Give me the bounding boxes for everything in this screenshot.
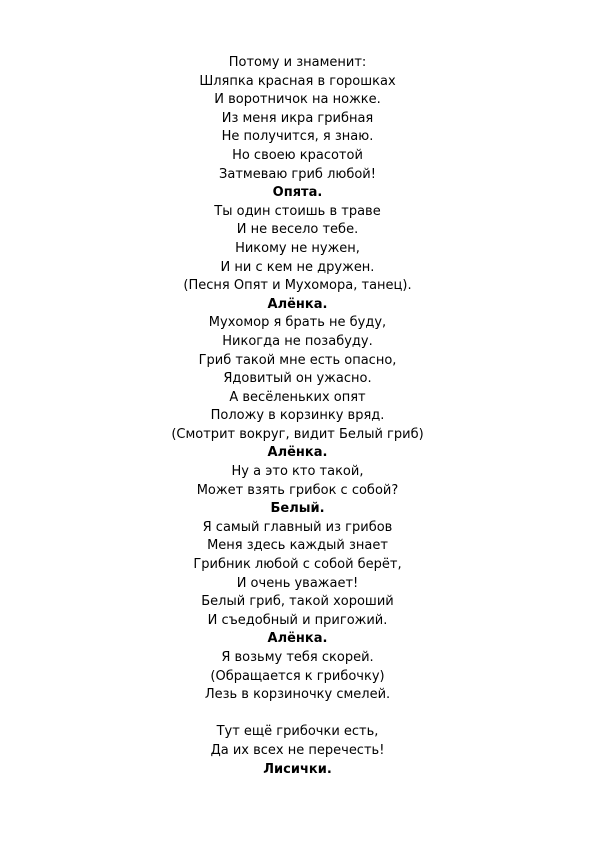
verse-line: Затмеваю гриб любой! [219,166,376,182]
verse-line: Я возьму тебя скорей. [221,650,374,665]
verse-line: И воротничок на ножке. [214,92,381,108]
verse-line: И ни с кем не дружен. [220,259,375,275]
verse-line: Не получится, я знаю. [221,129,374,145]
verse-line: И не весело тебе. [236,222,359,238]
verse-line: (Смотрит вокруг, видит Белый гриб) [171,426,424,442]
verse-line: (Обращается к грибочку) [210,668,385,684]
verse-line: И очень уважает! [236,575,359,591]
verse-line: Грибник любой с собой берёт, [193,557,402,573]
blank-line [0,705,595,724]
verse-line: Из меня икра грибная [221,110,374,126]
verse-line: Я самый главный из грибов [202,519,393,535]
verse-line: Потому и знаменит: [228,55,367,70]
verse-line: Но своею красотой [232,147,363,163]
verse-line: Никому не нужен, [235,240,360,256]
speaker-name: Алёнка. [267,296,328,312]
speaker-name: Алёнка. [267,631,328,647]
verse-line: И съедобный и пригожий. [207,612,388,628]
verse-line: А весёленьких опят [229,389,366,405]
verse-line: Ядовитый он ужасно. [223,371,372,387]
speaker-name: Алёнка. [267,445,328,461]
verse-line: Белый гриб, такой хороший [201,594,394,610]
speaker-name: Белый. [270,501,325,517]
verse-line: Никогда не позабуду. [222,333,373,349]
verse-line: Может взять грибок с собой? [196,482,399,498]
verse-line: Положу в корзинку вряд. [210,408,385,424]
verse-line: Да их всех не перечесть! [210,742,385,758]
verse-line: Тут ещё грибочки есть, [216,724,379,740]
verse-line: Меня здесь каждый знает [207,538,388,554]
speaker-name: Лисички. [263,761,332,777]
verse-line: Ну а это кто такой, [231,464,364,480]
verse-line: Гриб такой мне есть опасно, [198,352,397,368]
play-script-text [0,54,595,779]
verse-line: Шляпка красная в горошках [199,73,396,89]
speaker-name: Опята. [272,185,323,201]
verse-line: Лезь в корзиночку смелей. [204,687,391,703]
verse-line: Ты один стоишь в траве [214,203,381,219]
verse-line: (Песня Опят и Мухомора, танец). [183,278,412,294]
verse-line: Мухомор я брать не буду, [208,315,387,331]
